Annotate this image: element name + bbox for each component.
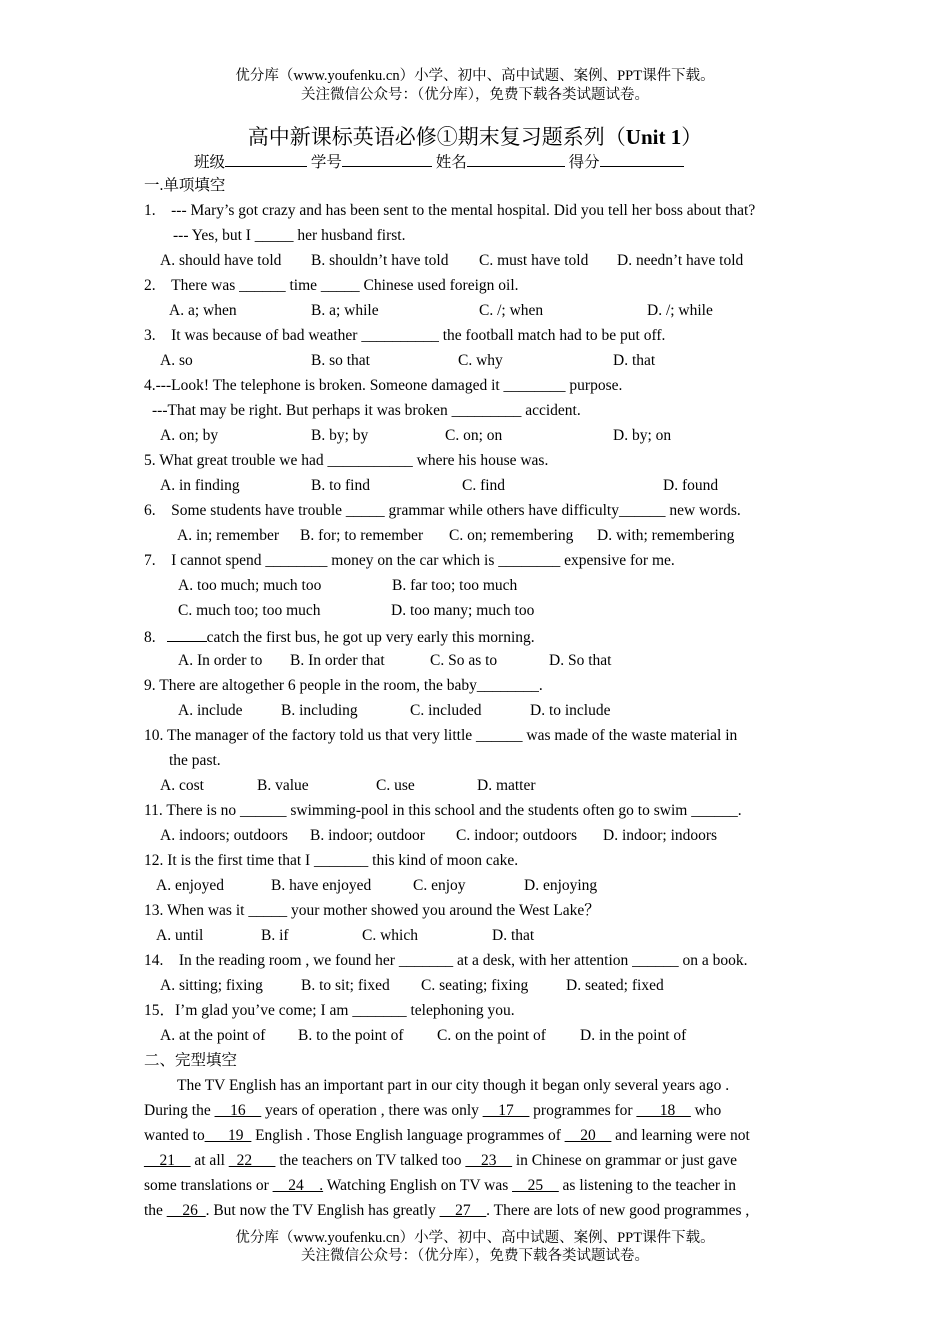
q6-line1: 6. Some students have trouble _____ grammar while others have difficulty______ new words. [144, 502, 741, 519]
q7-option-b: B. far too; too much [392, 577, 518, 594]
q1-line2: --- Yes, but I _____ her husband first. [173, 227, 406, 244]
footer-line-2: 关注微信公众号：（优分库），免费下载各类试题试卷。 [301, 1248, 649, 1264]
cloze-text: Watching English on TV was [323, 1177, 513, 1194]
q15-option-a: A. at the point of [160, 1027, 266, 1044]
q10-option-c: C. use [376, 777, 415, 794]
q9-option-c: C. included [410, 702, 482, 719]
score-label: 得分 [568, 154, 600, 171]
q7-option-c: C. much too; too much [178, 602, 321, 619]
q10-option-a: A. cost [160, 777, 204, 794]
q4-option-d: D. by; on [613, 427, 672, 444]
q13-line1: 13. When was it _____ your mother showed you around the West Lake？ [144, 902, 600, 919]
cloze-text: as listening to the teacher in [558, 1177, 736, 1194]
q6-option-b: B. for; to remember [300, 527, 424, 544]
cloze-blank-23: __23__ [465, 1152, 512, 1169]
q4-option-b: B. by; by [311, 427, 369, 444]
q14-option-d: D. seated; fixed [566, 977, 664, 994]
cloze-blank-21: __21__ [144, 1152, 191, 1169]
q13-option-b: B. if [261, 927, 289, 944]
q14-line1: 14. In the reading room , we found her _______ at a desk, with her attention ______ on a book. [144, 952, 748, 969]
q11-option-a: A. indoors; outdoors [160, 827, 288, 844]
q14-option-b: B. to sit; fixed [301, 977, 390, 994]
q14-option-c: C. seating; fixing [421, 977, 529, 994]
cloze-text: some translations or [144, 1177, 273, 1194]
q11-option-c: C. indoor; outdoors [456, 827, 577, 844]
cloze-text: in Chinese on grammar or just gave [511, 1152, 738, 1169]
q7-option-d: D. too many; much too [391, 602, 535, 619]
q6-option-d: D. with; remembering [597, 527, 735, 544]
q13-option-a: A. until [156, 927, 204, 944]
q11-option-b: B. indoor; outdoor [310, 827, 425, 844]
q1-option-a: A. should have told [160, 252, 282, 269]
cloze-text: programmes for [529, 1102, 637, 1119]
q3-option-d: D. that [613, 352, 656, 369]
cloze-blank-18: ___18__ [636, 1102, 691, 1119]
q15-option-b: B. to the point of [298, 1027, 404, 1044]
q2-option-b: B. a; while [311, 302, 379, 319]
cloze-line-3 [144, 1126, 750, 1146]
q7-line1: 7. I cannot spend ________ money on the car which is ________ expensive for me. [144, 552, 675, 569]
header-line-1: 优分库（www.youfenku.cn）小学、初中、高中试题、案例、PPT课件下载。 [235, 68, 715, 84]
cloze-blank-16: __16__ [214, 1102, 262, 1119]
cloze-line-2 [144, 1101, 721, 1121]
cloze-blank-25: __25__ [512, 1177, 559, 1194]
q6-option-c: C. on; remembering [449, 527, 574, 544]
cloze-blank-24: __24__. [272, 1177, 324, 1194]
section1-heading: 一.单项填空 [144, 177, 226, 194]
q12-option-c: C. enjoy [413, 877, 466, 894]
q8-number: 8. [144, 629, 156, 646]
q4-line1: 4.---Look! The telephone is broken. Someone damaged it ________ purpose. [144, 377, 623, 394]
q9-option-b: B. including [281, 702, 358, 719]
cloze-blank-19: ___19_ [204, 1127, 252, 1144]
q10-line1: 10. The manager of the factory told us that very little ______ was made of the waste material in [144, 727, 738, 744]
q3-option-a: A. so [160, 352, 193, 369]
q11-line1: 11. There is no ______ swimming-pool in this school and the students often go to swim ______. [144, 802, 742, 819]
cloze-blank-22: _22___ [228, 1152, 276, 1169]
q2-option-a: A. a; when [169, 302, 237, 319]
q8-blank [167, 626, 207, 642]
q1-line1: 1. --- Mary’s got crazy and has been sent to the mental hospital. Did you tell her boss about that? [144, 202, 756, 219]
cloze-line-6 [144, 1201, 749, 1221]
section2-heading: 二、完型填空 [144, 1052, 238, 1069]
q1-option-b: B. shouldn’t have told [311, 252, 449, 269]
number-blank [342, 151, 432, 167]
cloze-text: the teachers on TV talked too [275, 1152, 466, 1169]
cloze-text: the [144, 1202, 167, 1219]
score-blank [600, 151, 684, 167]
q3-option-c: C. why [458, 352, 503, 369]
name-label: 姓名 [435, 154, 467, 171]
cloze-text: years of operation , there was only [261, 1102, 483, 1119]
cloze-text: and learning were not [611, 1127, 750, 1144]
q2-option-d: D. /; while [647, 302, 713, 319]
cloze-text: who [690, 1102, 722, 1119]
q5-option-b: B. to find [311, 477, 370, 494]
q6-option-a: A. in; remember [177, 527, 280, 544]
q12-option-d: D. enjoying [524, 877, 598, 894]
cloze-line-5 [144, 1176, 736, 1196]
q4-line2: ---That may be right. But perhaps it was broken _________ accident. [152, 402, 581, 419]
q8-line1 [144, 626, 535, 648]
q12-option-a: A. enjoyed [156, 877, 225, 894]
cloze-line-1: The TV English has an important part in our city though it began only several years ago . [177, 1077, 730, 1094]
cloze-text: During the [144, 1102, 215, 1119]
q15-line1: 15．I’m glad you’ve come; I am _______ telephoning you. [144, 1002, 515, 1019]
cloze-text: English . Those English language programmes of [251, 1127, 565, 1144]
q9-line1: 9. There are altogether 6 people in the room, the baby________. [144, 677, 543, 694]
q8-text: catch the first bus, he got up very early this morning. [206, 629, 535, 646]
q1-option-d: D. needn’t have told [617, 252, 744, 269]
footer-line-1: 优分库（www.youfenku.cn）小学、初中、高中试题、案例、PPT课件下载。 [235, 1230, 715, 1246]
title-unit: Unit 1 [625, 125, 682, 149]
q11-option-d: D. indoor; indoors [603, 827, 718, 844]
q12-option-b: B. have enjoyed [271, 877, 372, 894]
name-blank [467, 151, 565, 167]
q8-option-a: A. In order to [178, 652, 263, 669]
q3-option-b: B. so that [311, 352, 370, 369]
q15-option-c: C. on the point of [437, 1027, 546, 1044]
q8-option-c: C. So as to [430, 652, 498, 669]
title-suffix: ） [681, 125, 703, 149]
q8-option-b: B. In order that [290, 652, 385, 669]
q13-option-c: C. which [362, 927, 418, 944]
class-blank [225, 151, 307, 167]
q13-option-d: D. that [492, 927, 535, 944]
student-info-line [194, 151, 684, 173]
cloze-text: . There are lots of new good programmes , [486, 1202, 750, 1219]
cloze-text: at all [190, 1152, 229, 1169]
cloze-text: wanted to [144, 1127, 205, 1144]
q2-line1: 2. There was ______ time _____ Chinese used foreign oil. [144, 277, 519, 294]
title-prefix: 高中新课标英语必修①期末复习题系列（ [247, 125, 626, 149]
q14-option-a: A. sitting; fixing [160, 977, 263, 994]
q9-option-d: D. to include [530, 702, 611, 719]
cloze-blank-27: __27__ [439, 1202, 487, 1219]
cloze-blank-17: __17__ [482, 1102, 530, 1119]
q10-option-d: D. matter [477, 777, 536, 794]
header-line-2: 关注微信公众号：（优分库），免费下载各类试题试卷。 [301, 87, 649, 103]
q5-option-a: A. in finding [160, 477, 240, 494]
class-label: 班级 [194, 154, 226, 171]
q7-option-a: A. too much; much too [178, 577, 322, 594]
q12-line1: 12. It is the first time that I _______ this kind of moon cake. [144, 852, 519, 869]
cloze-text: . But now the TV English has greatly [205, 1202, 440, 1219]
q3-line1: 3. It was because of bad weather __________ the football match had to be put off. [144, 327, 666, 344]
cloze-blank-20: __20__ [564, 1127, 612, 1144]
cloze-line-4 [144, 1151, 737, 1171]
number-label: 学号 [310, 154, 342, 171]
q5-line1: 5. What great trouble we had ___________ where his house was. [144, 452, 549, 469]
q10-option-b: B. value [257, 777, 309, 794]
q10-line2: the past. [169, 752, 221, 769]
q5-option-d: D. found [663, 477, 719, 494]
q8-option-d: D. So that [549, 652, 612, 669]
cloze-blank-26: __26_ [166, 1202, 206, 1219]
q1-option-c: C. must have told [479, 252, 589, 269]
q9-option-a: A. include [178, 702, 243, 719]
q2-option-c: C. /; when [479, 302, 544, 319]
q4-option-c: C. on; on [445, 427, 503, 444]
page-title [0, 124, 950, 150]
q15-option-d: D. in the point of [580, 1027, 687, 1044]
q4-option-a: A. on; by [160, 427, 219, 444]
q5-option-c: C. find [462, 477, 506, 494]
